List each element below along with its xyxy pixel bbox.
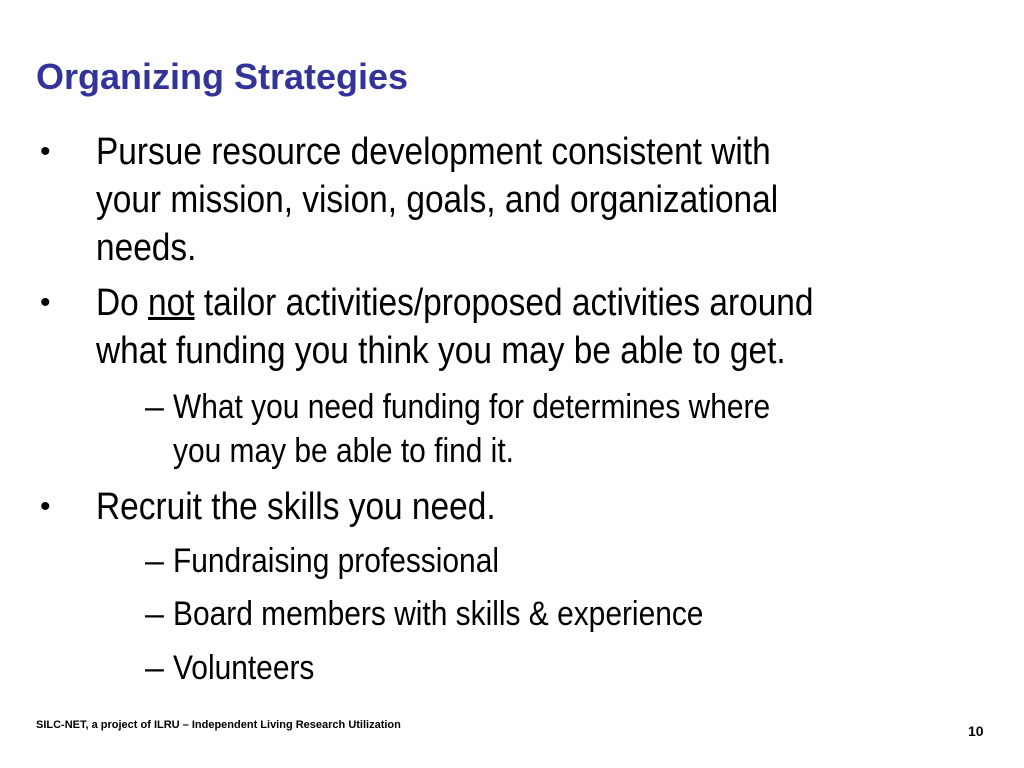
sub-bullet-text: Board members with skills & experience — [173, 595, 704, 633]
page-number: 10 — [968, 723, 984, 739]
bullet-marker: • — [40, 286, 51, 319]
bullet-line-prefix: Do — [96, 282, 149, 324]
bullet-line: needs. — [96, 227, 197, 269]
sub-bullet-marker: – — [145, 388, 164, 426]
bullet-line: your mission, vision, goals, and organizational — [96, 179, 779, 221]
sub-bullet-marker: – — [145, 649, 164, 687]
sub-bullet-text: Volunteers — [173, 649, 315, 687]
bullet-marker: • — [40, 135, 51, 168]
sub-bullet-text — [173, 385, 903, 473]
bullet-line-suffix: tailor activities/proposed activities around — [194, 282, 814, 324]
bullet-line: Pursue resource development consistent with — [96, 131, 771, 173]
bullet-marker: • — [40, 490, 51, 523]
sub-bullet-marker: – — [145, 595, 164, 633]
sub-bullet-marker: – — [145, 542, 164, 580]
sub-bullet-line: What you need funding for determines where — [173, 388, 771, 426]
bullet-text — [96, 128, 870, 272]
sub-bullet-text: Fundraising professional — [173, 542, 499, 580]
slide-title: Organizing Strategies — [36, 56, 409, 97]
bullet-text — [96, 483, 870, 531]
bullet-text — [96, 279, 870, 375]
bullet-line — [96, 279, 870, 327]
emphasis-not: not — [148, 282, 195, 324]
bullet-line: what funding you think you may be able to get. — [96, 330, 786, 372]
bullet-line: Recruit the skills you need. — [96, 486, 496, 528]
footer-credit: SILC-NET, a project of ILRU – Independent Living Research Utilization — [36, 719, 401, 731]
sub-bullet-line: you may be able to find it. — [173, 432, 514, 470]
